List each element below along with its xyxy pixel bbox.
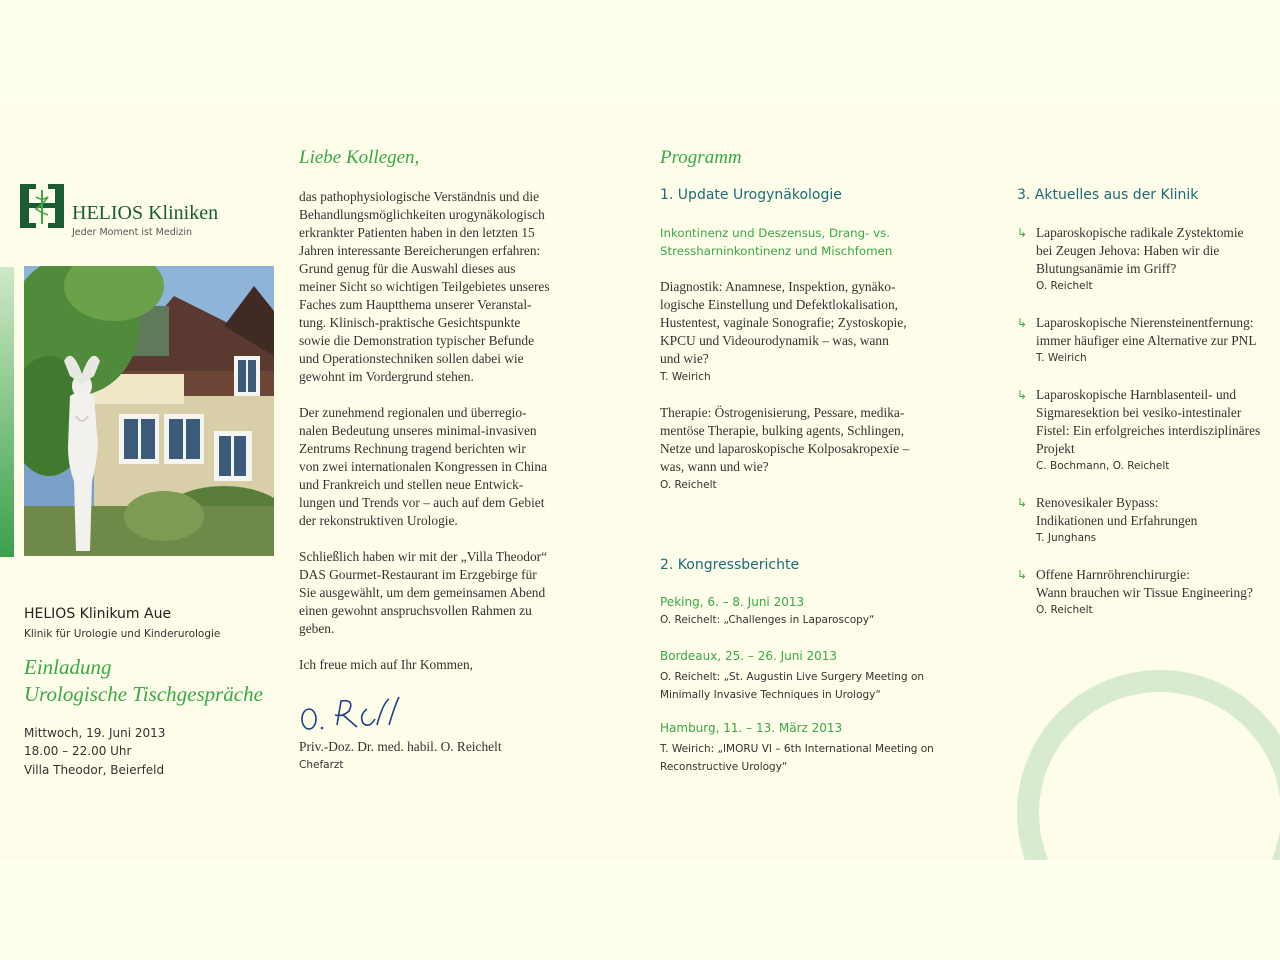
news-item [1017, 566, 1272, 616]
section-3-title: 3. Aktuelles aus der Klinik [1017, 187, 1199, 203]
congress-2-place: Bordeaux, 25. – 26. Juni 2013 [660, 649, 838, 663]
signer-name: Priv.-Doz. Dr. med. habil. O. Reichelt [299, 739, 502, 754]
arrow-icon: ↳ [1017, 568, 1028, 582]
invitation-title-2: Urologische Tischgespräche [24, 682, 263, 706]
decorative-ring [1010, 663, 1280, 860]
logo-tagline: Jeder Moment ist Medizin [72, 227, 193, 238]
congress-1-place: Peking, 6. – 8. Juni 2013 [660, 595, 805, 609]
talk-therapie-author: O. Reichelt [660, 479, 717, 491]
section-2-title: 2. Kongressberichte [660, 557, 800, 573]
talk-therapie: Therapie: Östrogenisierung, Pessare, medika- mentöse Therapie, bulking agents, Schlingen, Netze und laparoskopische Kolposakropexie – was, wann und wie? [660, 405, 910, 474]
arrow-icon: ↳ [1017, 496, 1028, 510]
signature-image [297, 695, 437, 735]
news-item [1017, 386, 1272, 472]
clinic-name: HELIOS Klinikum Aue [24, 606, 172, 622]
side-color-bar [0, 267, 14, 557]
news-item [1017, 494, 1272, 544]
news-item-title: Laparoskopische Harnblasenteil- und Sigmaresektion bei vesiko-intestinaler Fistel: Ein erfolgreiches interdisziplinäres Projekt [1036, 387, 1261, 456]
letter-paragraph-1: das pathophysiologische Verständnis und die Behandlungsmöglichkeiten urogynäkologisch erkrankter Patienten haben in den letzten 15 Jahren interessante Bereicherungen erfahren: Grund genug für die Auswahl dieses aus meiner Sicht so wichtigen Teilgebietes unseres Faches zum Hauptthema unserer Veranstal- tung. Klinisch-praktische Gesichtspunkte sowie die Demonstration typischer Befunde und Operationstechniken sollen dabei wie gewohnt im Vordergrund stehen. [299, 189, 550, 384]
talk-diagnostik: Diagnostik: Anamnese, Inspektion, gynäko- logische Einstellung und Defektlokalisation, Hustentest, vaginale Sonografie; Zystoskopie, KPCU und Videourodynamik – was, wann und wie? [660, 279, 907, 366]
news-item-author: C. Bochmann, O. Reichelt [1036, 460, 1170, 472]
congress-2-text: O. Reichelt: „St. Augustin Live Surgery Meeting on Minimally Invasive Techniques in Urology“ [660, 671, 925, 701]
logo-brand: HELIOS Kliniken [72, 202, 219, 224]
helios-logo [18, 182, 238, 242]
section-1-title: 1. Update Urogynäkologie [660, 187, 842, 203]
news-item [1017, 314, 1272, 364]
news-item-title: Renovesikaler Bypass: Indikationen und Erfahrungen [1036, 495, 1198, 528]
helios-mark-icon [18, 182, 68, 230]
congress-3-text: T. Weirich: „IMORU VI – 6th International Meeting on Reconstructive Urology“ [660, 743, 934, 773]
section-1-subtitle: Inkontinenz und Deszensus, Drang- vs. Stressharninkontinenz und Mischfomen [660, 226, 893, 258]
arrow-icon: ↳ [1017, 388, 1028, 402]
invitation-title-1: Einladung [24, 655, 112, 679]
talk-diagnostik-author: T. Weirich [660, 371, 711, 383]
news-item-title: Laparoskopische radikale Zystektomie bei Zeugen Jehova: Haben wir die Blutungsanämie im Griff? [1036, 225, 1244, 276]
event-date: Mittwoch, 19. Juni 2013 [24, 726, 166, 740]
letter-closing: Ich freue mich auf Ihr Kommen, [299, 657, 474, 672]
news-item [1017, 224, 1272, 292]
program-heading: Programm [660, 147, 742, 168]
congress-1-text: O. Reichelt: „Challenges in Laparoscopy“ [660, 614, 875, 626]
brochure-sheet [0, 103, 1280, 860]
event-time: 18.00 – 22.00 Uhr [24, 744, 132, 758]
news-item-author: O. Reichelt [1036, 280, 1093, 292]
news-item-author: O. Reichelt [1036, 604, 1093, 616]
news-item-author: T. Weirich [1036, 352, 1087, 364]
news-item-title: Laparoskopische Nierensteinentfernung: immer häufiger eine Alternative zur PNL [1036, 315, 1257, 348]
news-item-author: T. Junghans [1036, 532, 1097, 544]
event-venue: Villa Theodor, Beierfeld [24, 763, 165, 777]
villa-photo [24, 266, 274, 556]
congress-3-place: Hamburg, 11. – 13. März 2013 [660, 721, 843, 735]
department-name: Klinik für Urologie und Kinderurologie [24, 628, 221, 640]
news-item-title: Offene Harnröhrenchirurgie: Wann brauchen wir Tissue Engineering? [1036, 567, 1253, 600]
arrow-icon: ↳ [1017, 316, 1028, 330]
letter-paragraph-2: Der zunehmend regionalen und überregio- nalen Bedeutung unseres minimal-invasiven Zentrums Rechnung tragend berichten wir von zwei internationalen Kongressen in China und Frankreich und stellen neue Entwick- lungen und Trends vor – auch auf dem Gebiet der rekonstruktiven Urologie. [299, 405, 548, 528]
signer-role: Chefarzt [299, 759, 344, 771]
letter-salutation: Liebe Kollegen, [299, 147, 420, 168]
letter-paragraph-3: Schließlich haben wir mit der „Villa Theodor“ DAS Gourmet-Restaurant im Erzgebirge für Sie ausgewählt, um dem gemeinsamen Abend einen gewohnt anspruchsvollen Rahmen zu geben. [299, 549, 548, 636]
arrow-icon: ↳ [1017, 226, 1028, 240]
